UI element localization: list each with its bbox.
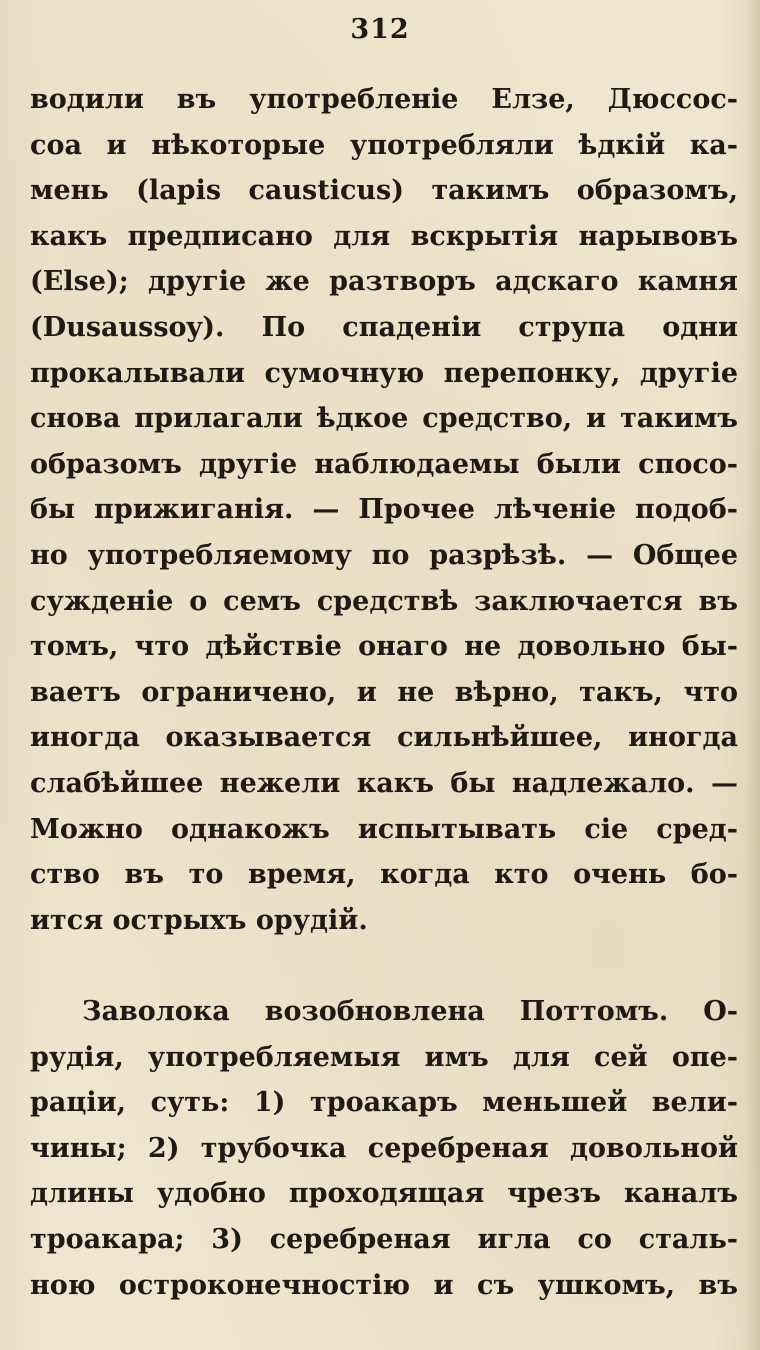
- text-line: прокалывали сумочную перепонку, другіе: [30, 357, 738, 389]
- text-line: образомъ другіе наблюдаемы были спосо-: [30, 448, 738, 480]
- text-line: снова прилагали ѣдкое средство, и такимъ: [30, 403, 738, 435]
- text-line: сужденіе о семъ средствѣ заключается въ: [30, 585, 738, 617]
- text-line: но употребляемому по разрѣзѣ. — Общее: [30, 539, 738, 571]
- text-line: слабѣйшее нежели какъ бы надлежало. —: [30, 767, 738, 799]
- text-line: мень (lapis causticus) такимъ образомъ,: [30, 175, 738, 207]
- text-line: бы прижиганія. — Прочее лѣченіе подоб-: [30, 494, 738, 526]
- page-edge-shadow: [746, 0, 760, 1350]
- text-line: соа и нѣкоторые употребляли ѣдкій ка-: [30, 129, 738, 161]
- paragraph-2: [30, 989, 738, 1308]
- text-line: Можно однакожъ испытывать сіе сред-: [30, 813, 738, 845]
- text-line: какъ предписано для вскрытія нарывовъ: [30, 220, 738, 252]
- text-line: водили въ употребленіе Елзе, Дюссос-: [30, 84, 738, 115]
- text-line: ство въ то время, когда кто очень бо-: [30, 859, 738, 891]
- text-line: ною остроконечностію и съ ушкомъ, въ: [30, 1269, 738, 1301]
- page-number: 312: [350, 14, 410, 45]
- text-line: (Dusaussoy). По спаденіи струпа одни: [30, 311, 738, 343]
- text-line: рудія, употребляемыя имъ для сей опе-: [30, 1041, 738, 1073]
- text-line: чины; 2) трубочка серебреная довольной: [30, 1132, 738, 1164]
- text-line: раціи, суть: 1) троакаръ меньшей вели-: [30, 1087, 738, 1119]
- text-line: иногда оказывается сильнѣйшее, иногда: [30, 722, 738, 754]
- text-line: (Else); другіе же разтворъ адскаго камня: [30, 266, 738, 298]
- text-line: троакара; 3) серебреная игла со сталь-: [30, 1223, 738, 1255]
- text-line: длины удобно проходящая чрезъ каналъ: [30, 1178, 738, 1210]
- paragraph-1: [30, 77, 738, 943]
- text-line: Заволока возобновлена Поттомъ. О-: [82, 996, 738, 1027]
- text-line: ится острыхъ орудій.: [30, 904, 368, 936]
- text-line: ваетъ ограничено, и не вѣрно, такъ, что: [30, 676, 738, 708]
- text-line: томъ, что дѣйствіе онаго не довольно бы-: [30, 631, 738, 663]
